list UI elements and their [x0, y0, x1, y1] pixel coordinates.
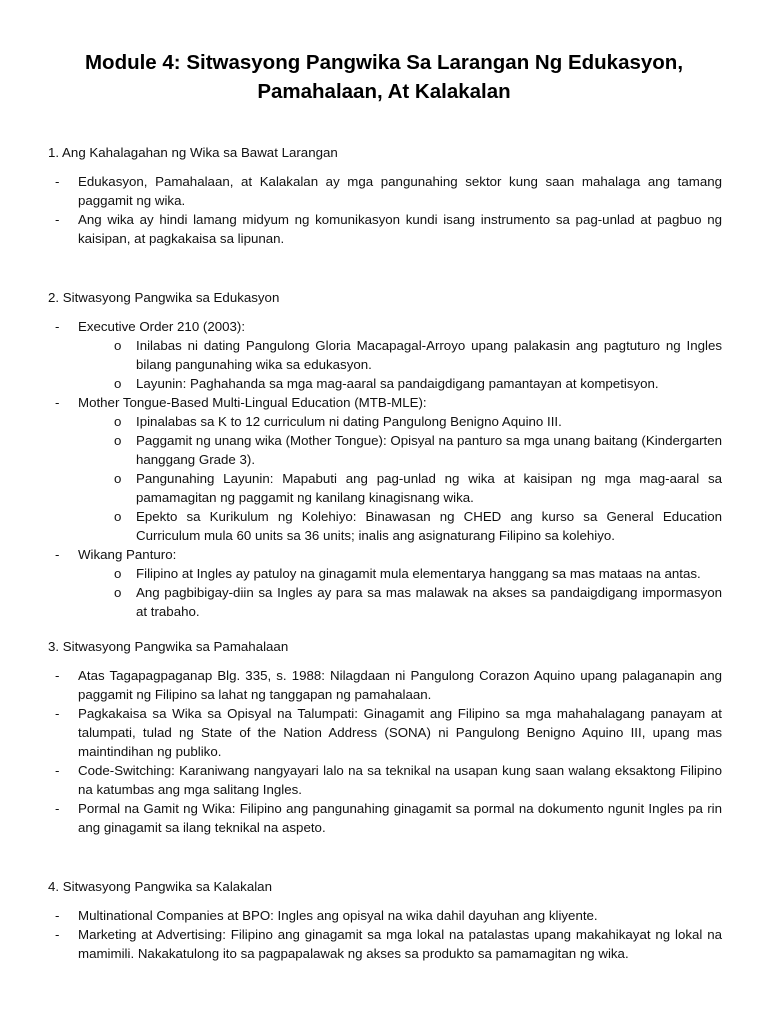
sub-item-text: Inilabas ni dating Pangulong Gloria Macapagal-Arroyo upang palakasin ang pagtuturo ng Ingles bilang pangunahing wika sa edukasyon.	[136, 338, 722, 372]
sub-item	[48, 507, 722, 545]
list-item-text: Wikang Panturo:	[78, 547, 177, 562]
list-item	[48, 545, 722, 564]
circle-bullet: o	[114, 509, 122, 524]
sub-item-text: Filipino at Ingles ay patuloy na ginagamit mula elementarya hanggang sa mas mataas na antas.	[136, 566, 701, 581]
list-item-text: Pormal na Gamit ng Wika: Filipino ang pangunahing ginagamit sa pormal na dokumento ngunit Ingles pa rin ang ginagamit sa ilang teknikal na aspeto.	[78, 801, 722, 835]
dash-bullet: -	[55, 174, 60, 189]
dash-bullet: -	[55, 212, 60, 227]
list-item	[48, 666, 722, 704]
dash-bullet: -	[55, 547, 60, 562]
section-3-list	[48, 666, 722, 837]
list-item	[48, 799, 722, 837]
list-item-text: Edukasyon, Pamahalaan, at Kalakalan ay mga pangunahing sektor kung saan mahalaga ang tamang paggamit ng wika.	[78, 174, 722, 208]
sub-item	[48, 374, 722, 393]
sub-item-text: Pangunahing Layunin: Mapabuti ang pag-unlad ng wika at kaisipan ng mga mag-aaral sa pamamagitan ng paggamit ng kanilang kinagisnang wika.	[136, 471, 722, 505]
section-2-list	[48, 317, 722, 621]
circle-bullet: o	[114, 414, 122, 429]
section-2-heading: 2. Sitwasyong Pangwika sa Edukasyon	[48, 290, 280, 305]
sub-item	[48, 412, 722, 431]
list-item-text: Mother Tongue-Based Multi-Lingual Education (MTB-MLE):	[78, 395, 427, 410]
dash-bullet: -	[55, 763, 60, 778]
list-item-text: Code-Switching: Karaniwang nangyayari lalo na sa teknikal na usapan kung saan walang eksaktong Filipino na katumbas ang mga salitang Ingles.	[78, 763, 722, 797]
circle-bullet: o	[114, 585, 122, 600]
sub-item-text: Ipinalabas sa K to 12 curriculum ni dating Pangulong Benigno Aquino III.	[136, 414, 562, 429]
sub-item-text: Layunin: Paghahanda sa mga mag-aaral sa pandaigdigang pamantayan at kompetisyon.	[136, 376, 659, 391]
list-item	[48, 172, 722, 210]
sub-item	[48, 583, 722, 621]
list-item-text: Atas Tagapagpaganap Blg. 335, s. 1988: Nilagdaan ni Pangulong Corazon Aquino upang palaganapin ang paggamit ng Filipino sa lahat ng tanggapan ng pamahalaan.	[78, 668, 722, 702]
sub-item-text: Ang pagbibigay-diin sa Ingles ay para sa mas malawak na akses sa pandaigdigang impormasyon at trabaho.	[136, 585, 722, 619]
sub-item	[48, 431, 722, 469]
dash-bullet: -	[55, 706, 60, 721]
list-item-text: Pagkakaisa sa Wika sa Opisyal na Talumpati: Ginagamit ang Filipino sa mga mahahalagang panayam at talumpati, tulad ng State of the Nation Address (SONA) ni Pangulong Benigno Aquino III, upang mas maintindihan ng publiko.	[78, 706, 722, 759]
section-4-list	[48, 906, 722, 963]
list-item	[48, 761, 722, 799]
section-3-heading: 3. Sitwasyong Pangwika sa Pamahalaan	[48, 639, 289, 654]
sub-item	[48, 564, 722, 583]
section-1-heading: 1. Ang Kahalagahan ng Wika sa Bawat Larangan	[48, 145, 338, 160]
sub-item	[48, 469, 722, 507]
list-item-text: Marketing at Advertising: Filipino ang ginagamit sa mga lokal na patalastas upang makahikayat ng lokal na mamimili. Nakakatulong ito sa pagpapalawak ng akses sa produkto sa pamamagitan ng wika.	[78, 927, 722, 961]
list-item	[48, 393, 722, 412]
sub-item	[48, 336, 722, 374]
list-item	[48, 704, 722, 761]
list-item-text: Ang wika ay hindi lamang midyum ng komunikasyon kundi isang instrumento sa pag-unlad at pagbuo ng kaisipan, at pagkakaisa sa lipunan.	[78, 212, 722, 246]
dash-bullet: -	[55, 908, 60, 923]
dash-bullet: -	[55, 319, 60, 334]
circle-bullet: o	[114, 433, 122, 448]
list-item	[48, 317, 722, 336]
list-item-text: Executive Order 210 (2003):	[78, 319, 246, 334]
document-title	[60, 48, 708, 106]
dash-bullet: -	[55, 801, 60, 816]
list-item	[48, 210, 722, 248]
circle-bullet: o	[114, 566, 122, 581]
sub-item-text: Paggamit ng unang wika (Mother Tongue): Opisyal na panturo sa mga unang baitang (Kindergarten hanggang Grade 3).	[136, 433, 722, 467]
circle-bullet: o	[114, 338, 122, 353]
list-item	[48, 925, 722, 963]
list-item	[48, 906, 722, 925]
dash-bullet: -	[55, 668, 60, 683]
title-line-2: Pamahalaan, At Kalakalan	[257, 80, 511, 103]
section-1-list	[48, 172, 722, 248]
section-4-heading: 4. Sitwasyong Pangwika sa Kalakalan	[48, 879, 272, 894]
dash-bullet: -	[55, 395, 60, 410]
list-item-text: Multinational Companies at BPO: Ingles ang opisyal na wika dahil dayuhan ang kliyente.	[78, 908, 598, 923]
circle-bullet: o	[114, 376, 122, 391]
circle-bullet: o	[114, 471, 122, 486]
dash-bullet: -	[55, 927, 60, 942]
title-line-1: Module 4: Sitwasyong Pangwika Sa Larangan Ng Edukasyon,	[84, 51, 684, 74]
sub-item-text: Epekto sa Kurikulum ng Kolehiyo: Binawasan ng CHED ang kurso sa General Education Curriculum mula 60 units sa 36 units; inalis ang asignaturang Filipino sa kolehiyo.	[136, 509, 722, 543]
